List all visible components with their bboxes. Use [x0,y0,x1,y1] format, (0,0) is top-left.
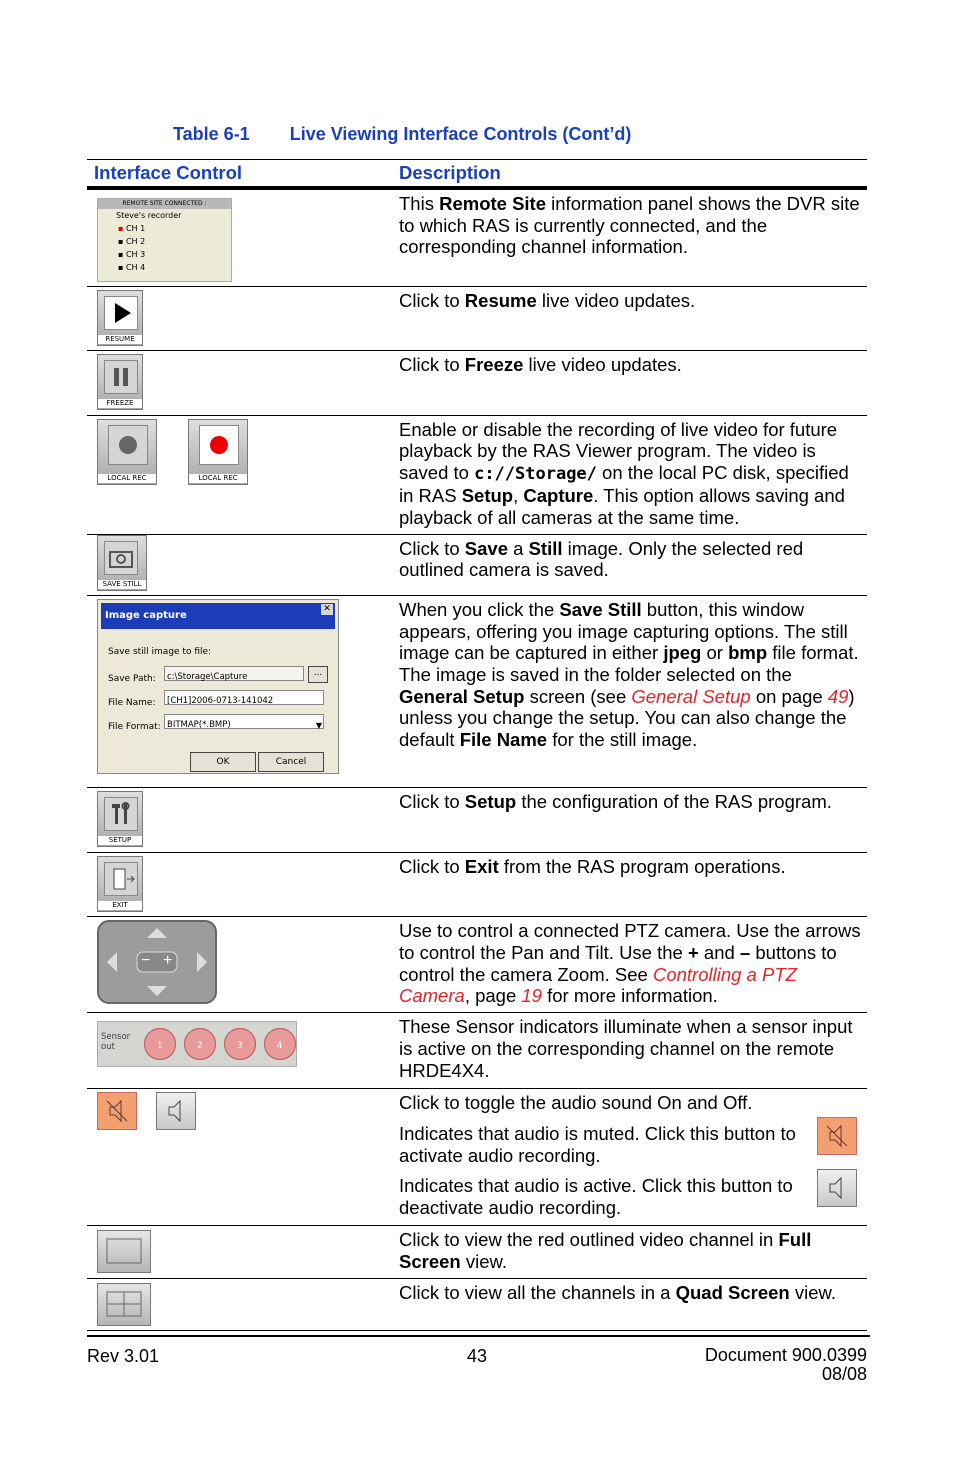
local-rec-on-button[interactable] [188,419,248,485]
full-screen-button[interactable] [97,1230,151,1273]
file-format-label: File Format: [108,721,161,732]
local-rec-label: LOCAL REC [98,474,156,483]
image-capture-dialog [97,599,339,774]
play-icon [104,296,138,330]
exit-label: EXIT [98,901,142,910]
remote-site-panel [97,198,232,282]
sensor-description: These Sensor indicators illuminate when a sensor input is active on the corresponding channel on the remote HRDE4X4. [392,1013,867,1089]
channel-item: ▪ CH 2 [118,237,146,246]
door-icon [104,862,138,896]
record-off-icon [108,425,148,465]
zoom-in-icon[interactable]: + [163,952,173,970]
page-49-link[interactable]: 49 [827,685,849,707]
controlling-ptz-link[interactable]: Controlling a PTZ Camera [399,963,797,1007]
footer-rev: Rev 3.01 [87,1346,160,1366]
dialog-prompt: Save still image to file: [108,646,212,657]
zoom-out-icon[interactable]: − [141,952,151,970]
exit-button[interactable] [97,856,143,912]
cancel-button[interactable]: Cancel [258,752,324,772]
resume-button[interactable] [97,290,143,346]
remote-site-panel-title: REMOTE SITE CONNECTED : [98,199,231,209]
audio-muted-text: Indicates that audio is muted. Click this button to activate audio recording. [399,1123,796,1166]
ok-button[interactable]: OK [190,752,256,772]
chevron-down-icon: ▼ [315,720,322,730]
table-header [87,160,867,189]
channel-item: ▪ CH 3 [118,250,146,259]
save-path-label: Save Path: [108,673,156,684]
local-rec-off-button[interactable] [97,419,157,485]
full-screen-description: Click to view the red outlined video channel in Full Screen view. [392,1226,867,1279]
sensor-indicator: 4 [264,1028,296,1060]
header-interface-control: Interface Control [87,160,392,189]
camera-icon: ▪ [118,250,124,259]
local-rec-description: Enable or disable the recording of live video for future playback by the RAS Viewer program. The video is saved to c://Storage/ on the local PC disk, specified in RAS Setup, Capture. This option allows saving and playback of all cameras at the same time. [392,415,867,534]
footer-document-number: Document 900.0399 [704,1345,867,1365]
table-row [87,286,867,351]
footer-date: 08/08 [821,1364,867,1384]
quad-screen-icon [98,1284,150,1325]
sensor-indicators [97,1021,297,1067]
ptz-description: Use to control a connected PTZ camera. Use the arrows to control the Pan and Tilt. Use the + and – buttons to control the camera Zoom. See Controlling a PTZ Camera, page 19 for more information. [392,917,867,1013]
file-format-row [98,714,338,738]
close-icon[interactable]: ✕ [321,604,333,615]
camera-icon: ▪ [118,263,126,272]
remote-site-description: This Remote Site information panel shows the DVR site to which RAS is currently connected, and the corresponding channel information. [392,188,867,286]
sensor-indicator: 1 [144,1028,176,1060]
freeze-description: Click to Freeze live video updates. [392,351,867,416]
full-screen-icon [98,1231,150,1272]
save-still-description: Click to Save a Still image. Only the selected red outlined camera is saved. [392,534,867,596]
speaker-icon [157,1093,195,1129]
footer-document [705,1346,867,1384]
speaker-icon [817,1169,857,1207]
camera-icon: ▪ [118,224,124,233]
speaker-muted-icon [98,1093,136,1129]
setup-button[interactable] [97,791,143,847]
table-row [87,917,867,1013]
sensor-indicator: 2 [184,1028,216,1060]
sensor-label: Sensor out [101,1032,131,1053]
record-on-icon [199,425,239,465]
channel-item: ▪ CH 1 [118,224,146,233]
setup-label: SETUP [98,836,142,845]
page-19-link[interactable]: 19 [521,985,542,1007]
local-rec-label: LOCAL REC [189,474,247,483]
footer-rule [87,1335,870,1337]
file-name-row [98,690,338,714]
table-row [87,351,867,416]
save-still-label: SAVE STILL [98,580,146,589]
file-name-label: File Name: [108,697,156,708]
browse-button[interactable]: ... [308,666,328,683]
table-row [87,852,867,917]
audio-active-text: Indicates that audio is active. Click this button to deactivate audio recording. [399,1175,793,1218]
exit-description: Click to Exit from the RAS program operations. [392,852,867,917]
table-row [87,1279,867,1331]
table-row [87,188,867,286]
channel-item: ▪ CH 4 [118,263,146,272]
camera-icon [104,541,138,575]
header-description: Description [392,160,867,189]
file-name-field[interactable]: [CH1]2006-0713-141042 [164,690,324,705]
table-row [87,1226,867,1279]
speaker-muted-icon [817,1117,857,1155]
freeze-button[interactable] [97,354,143,410]
image-capture-description: When you click the Save Still button, this window appears, offering you image capturing options. The still image can be captured in either jpeg or bmp file format. The image is saved in the folder selected on the General Setup screen (see General Setup on page 49) unless you change the setup. You can also change the default File Name for the still image. [392,596,867,788]
table-title: Live Viewing Interface Controls (Cont’d) [289,124,632,144]
setup-description: Click to Setup the configuration of the RAS program. [392,788,867,853]
ptz-control-pad[interactable] [97,920,217,1004]
audio-active-row [399,1175,861,1218]
tools-icon [104,797,138,831]
save-still-button[interactable] [97,535,147,591]
general-setup-link[interactable]: General Setup [631,685,751,707]
controls-table [87,159,867,1331]
resume-description: Click to Resume live video updates. [392,286,867,351]
save-path-row [98,666,338,690]
table-row [87,1013,867,1089]
table-row [87,534,867,596]
camera-icon: ▪ [118,237,124,246]
audio-active-button[interactable] [156,1092,196,1130]
table-row [87,1089,867,1226]
save-path-field[interactable]: c:\Storage\Capture [164,666,304,681]
pause-icon [104,360,138,394]
audio-toggle-text: Click to toggle the audio sound On and Off. [399,1092,753,1114]
file-format-select[interactable]: BITMAP(*.BMP) ▼ [164,714,324,729]
audio-description [392,1089,867,1226]
footer-page-number: 43 [467,1346,488,1366]
resume-label: RESUME [98,335,142,344]
table-row [87,596,867,788]
table-row [87,415,867,534]
freeze-label: FREEZE [98,399,142,408]
audio-muted-row [399,1123,861,1166]
remote-site-name: Steve's recorder [116,211,182,220]
dialog-title-bar: Image capture ✕ [101,603,335,629]
table-number: Table 6-1 [173,124,250,144]
sensor-indicator: 3 [224,1028,256,1060]
quad-screen-description: Click to view all the channels in a Quad Screen view. [392,1279,867,1331]
audio-muted-button[interactable] [97,1092,137,1130]
table-row [87,788,867,853]
quad-screen-button[interactable] [97,1283,151,1326]
table-caption [173,124,631,145]
